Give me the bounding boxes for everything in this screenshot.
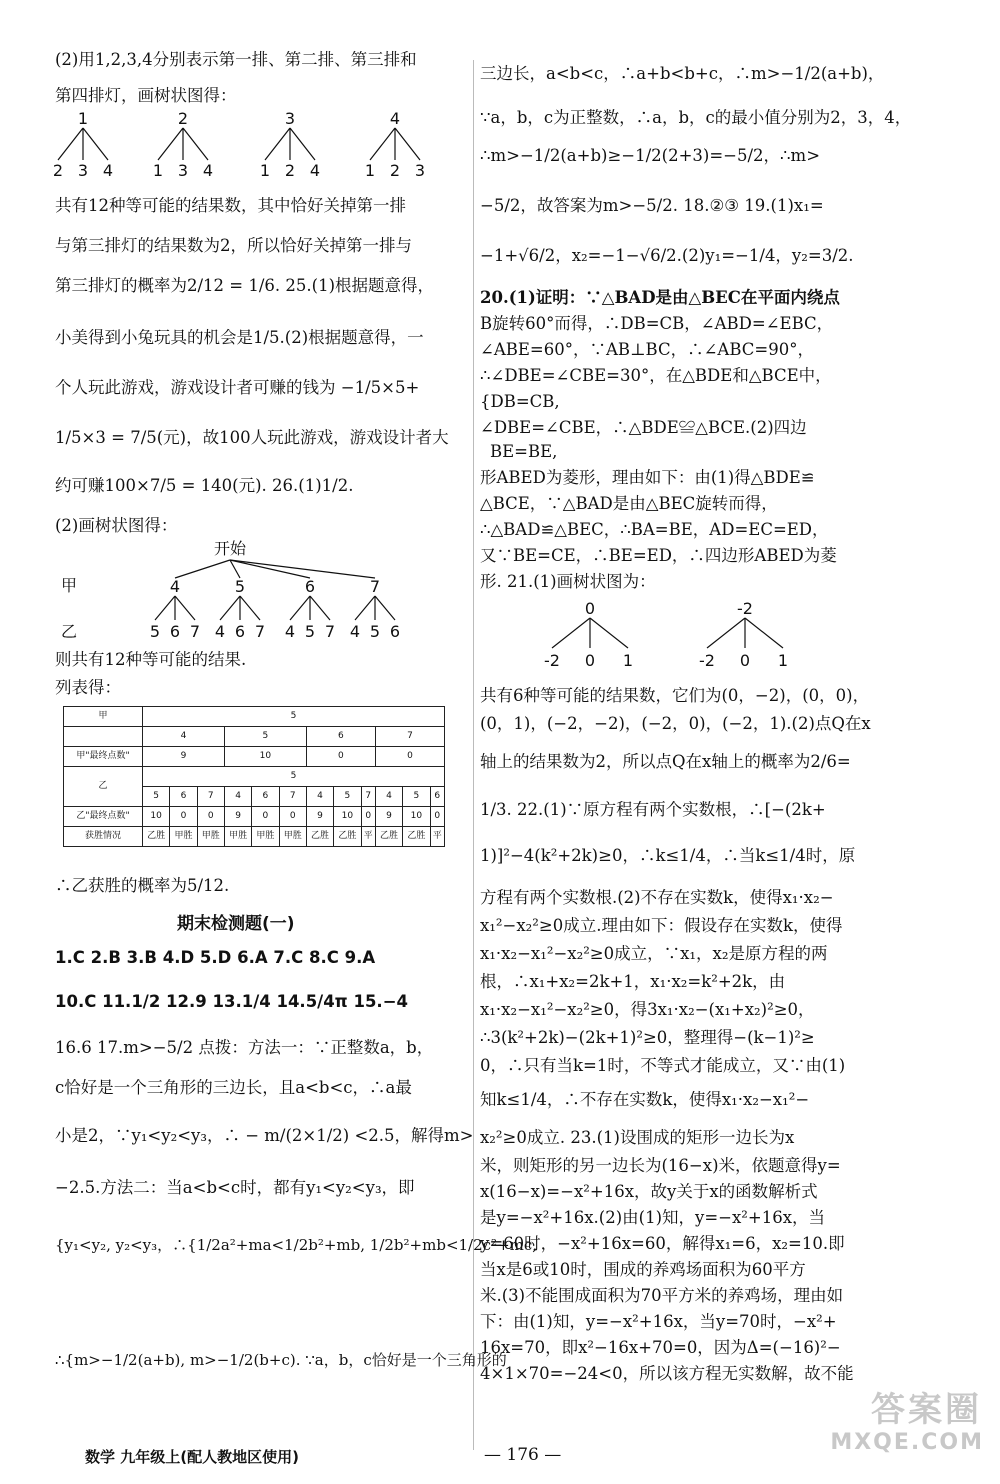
table-cell: 7 [361, 787, 375, 807]
tree-leaf-label: 1 [777, 651, 789, 670]
tree-leaf-label: 4 [214, 622, 226, 641]
tree-branch [183, 128, 208, 160]
text-line: (2)用1,2,3,4分别表示第一排、第二排、第三排和 [55, 50, 417, 69]
text-line: 是y=−x²+16x.(2)由(1)知，y=−x²+16x，当 [480, 1208, 826, 1227]
tree-leaf-label: 3 [414, 161, 426, 180]
tree-leaf-label: 4 [349, 622, 361, 641]
table-cell: 甲胜 [197, 827, 224, 847]
tree-leaf-label: 5 [304, 622, 316, 641]
tree-leaf-label: 0 [584, 651, 596, 670]
table-cell: 5 [143, 767, 445, 787]
table-cell: 0 [306, 747, 375, 767]
tree-label-b: 乙 [60, 622, 78, 641]
tree-branch [745, 618, 783, 648]
table-cell: 0 [430, 807, 445, 827]
text-line: 1)]²−4(k²+2k)≥0，∴k≤1/4，∴当k≤1/4时，原 [480, 846, 856, 865]
table-cell: 6 [170, 787, 197, 807]
text-line: 20.(1)证明：∵△BAD是由△BEC在平面内绕点 [480, 288, 840, 307]
text-line: △BCE，∵△BAD是由△BEC旋转而得， [480, 494, 778, 513]
answer-line: {y₁<y₂, y₂<y₃，∴{1/2a²+ma<1/2b²+mb, 1/2b²+mb<1/2c²+mc, [55, 1236, 538, 1254]
tree-leaf-label: 7 [324, 622, 336, 641]
table-cell: 5 [334, 787, 361, 807]
tree-node-label: 7 [369, 577, 381, 596]
tree-node-label: 4 [169, 577, 181, 596]
text-line: 小美得到小兔玩具的机会是1/5.(2)根据题意得，一 [55, 328, 424, 347]
text-line: BE=BE, [490, 442, 558, 461]
table-cell: 4 [375, 787, 402, 807]
tree-label-a: 甲 [60, 576, 78, 595]
tree-diagram-lamps [50, 110, 470, 180]
tree-branch [355, 596, 375, 620]
section-title: 期末检测题(一) [177, 914, 295, 934]
tree-branch [155, 596, 175, 620]
tree-branch [370, 128, 395, 160]
text-line: 1/5×3 = 7/5(元)，故100人玩此游戏，游戏设计者大 [55, 428, 449, 447]
tree-branch [707, 618, 745, 648]
text-line: (2)画树状图得： [55, 516, 178, 535]
tree-branch [58, 128, 83, 160]
table-cell: 6 [252, 787, 279, 807]
text-line: {DB=CB, [480, 392, 560, 411]
table-cell: 7 [279, 787, 306, 807]
table-cell: 甲胜 [279, 827, 306, 847]
tree-diagram-game [55, 538, 415, 643]
tree-branch [310, 596, 330, 620]
answer-line: c恰好是一个三角形的三边长，且a<b<c，∴a最 [55, 1078, 412, 1097]
tree-leaf-label: 4 [102, 161, 114, 180]
tree-root-label: -2 [737, 600, 753, 618]
tree-branch [590, 618, 628, 648]
table-cell: 9 [306, 807, 333, 827]
tree-leaf-label: 6 [169, 622, 181, 641]
tree-leaf-label: 3 [177, 161, 189, 180]
text-line: 当x是6或10时，围成的养鸡场面积为60平方 [480, 1260, 806, 1279]
text-line: 下：由(1)知，y=−x²+16x，当y=70时，−x²+ [480, 1312, 837, 1331]
text-line: −1+√6/2，x₂=−1−√6/2.(2)y₁=−1/4，y₂=3/2. [480, 246, 854, 265]
tree-diagram-points [520, 600, 840, 672]
table-cell: 9 [375, 807, 402, 827]
tree-leaf-label: 5 [149, 622, 161, 641]
tree-leaf-label: 0 [739, 651, 751, 670]
text-line: 轴上的结果数为2，所以点Q在x轴上的概率为2/6= [480, 752, 851, 771]
text-line: 形ABED为菱形，理由如下：由(1)得△BDE≌ [480, 468, 815, 487]
text-line: ∠DBE=∠CBE，∴△BDE≌△BCE.(2)四边 [480, 418, 807, 437]
text-line: 米，则矩形的另一边长为(16−x)米，依题意得y= [480, 1156, 841, 1175]
tree-branch [395, 128, 420, 160]
table-cell: 9 [224, 807, 251, 827]
text-line: 共有12种等可能的结果数，其中恰好关掉第一排 [55, 196, 406, 215]
tree-root-label: 3 [284, 110, 296, 128]
table-cell: 10 [334, 807, 361, 827]
tree-branch [83, 128, 108, 160]
tree-leaf-label: 7 [189, 622, 201, 641]
tree-leaf-label: -2 [544, 651, 560, 670]
tree-root-label: 4 [389, 110, 401, 128]
tree-leaf-label: 5 [369, 622, 381, 641]
tree-leaf-label: 6 [389, 622, 401, 641]
tree-branch [290, 128, 315, 160]
tree-leaf-label: 2 [389, 161, 401, 180]
text-line: y=60时，−x²+16x=60，解得x₁=6，x₂=10.即 [480, 1234, 845, 1253]
text-line: 与第三排灯的结果数为2，所以恰好关掉第一排与 [55, 236, 412, 255]
text-line: 16x=70，即x²−16x+70=0，因为Δ=(−16)²− [480, 1338, 841, 1357]
watermark-url: MXQE.COM [830, 1430, 984, 1455]
table-cell: 4 [306, 787, 333, 807]
text-line: x₂²≥0成立. 23.(1)设围成的矩形一边长为x [480, 1128, 795, 1147]
table-cell: 乙胜 [403, 827, 430, 847]
table-cell: 6 [430, 787, 445, 807]
tree-root-label: 2 [177, 110, 189, 128]
tree-branch [230, 560, 240, 578]
tree-node-label: 6 [304, 577, 316, 596]
text-line: 根，∴x₁+x₂=2k+1，x₁·x₂=k²+2k，由 [480, 972, 786, 991]
table-cell: 甲 [64, 707, 143, 727]
tree-leaf-label: 1 [152, 161, 164, 180]
tree-root-label: 1 [77, 110, 89, 128]
table-cell: 0 [170, 807, 197, 827]
table-cell: 0 [252, 807, 279, 827]
table-cell: 10 [224, 747, 306, 767]
table-cell: 0 [375, 747, 444, 767]
table-cell: 0 [279, 807, 306, 827]
tree-leaf-label: 1 [364, 161, 376, 180]
text-line: ∴△BAD≌△BEC，∴BA=BE，AD=EC=ED， [480, 520, 829, 539]
answer-line: −2.5.方法二：当a<b<c时，都有y₁<y₂<y₃，即 [55, 1178, 415, 1197]
text-line: 米.(3)不能围成面积为70平方米的养鸡场，理由如 [480, 1286, 844, 1305]
tree-leaf-label: 4 [284, 622, 296, 641]
tree-branch [175, 596, 195, 620]
text-line: 1/3. 22.(1)∵原方程有两个实数根，∴[−(2k+ [480, 800, 826, 819]
text-line: 共有6种等可能的结果数，它们为(0，−2)，(0，0)， [480, 686, 870, 705]
text-line: ∴m>−1/2(a+b)≥−1/2(2+3)=−5/2，∴m> [480, 146, 821, 165]
table-cell: 乙"最终点数" [64, 807, 143, 827]
tree-points-svg [520, 600, 840, 672]
tree-branch [230, 560, 375, 578]
result-table [63, 706, 445, 847]
table-cell: 5 [403, 787, 430, 807]
table-cell: 0 [361, 807, 375, 827]
answer-line: 16.6 17.m>−5/2 点拨：方法一：∵正整数a，b， [55, 1038, 434, 1057]
tree-leaf-label: -2 [699, 651, 715, 670]
page-footer: 数学 九年级上(配人教地区使用) [85, 1448, 299, 1466]
tree-leaf-label: 1 [259, 161, 271, 180]
text-line: −5/2，故答案为m>−5/2. 18.②③ 19.(1)x₁= [480, 196, 824, 215]
table-cell: 乙胜 [143, 827, 170, 847]
tree-lamps-svg [50, 110, 470, 180]
table-cell: 乙胜 [375, 827, 402, 847]
table-cell: 获胜情况 [64, 827, 143, 847]
table-cell: 7 [375, 727, 444, 747]
tree-node-label: 5 [234, 577, 246, 596]
watermark-logo: 答案圈 [871, 1390, 982, 1430]
table-cell: 甲胜 [252, 827, 279, 847]
table-cell: 4 [143, 727, 225, 747]
tree-leaf-label: 1 [622, 651, 634, 670]
answer-line: 1.C 2.B 3.B 4.D 5.D 6.A 7.C 8.C 9.A [55, 948, 376, 967]
tree-game-svg [55, 538, 415, 643]
text-line: B旋转60°而得，∴DB=CB，∠ABD=∠EBC， [480, 314, 834, 333]
table-cell: 9 [143, 747, 225, 767]
tree-start-label: 开始 [213, 539, 247, 558]
text-line: 列表得： [55, 678, 121, 697]
text-line: 方程有两个实数根.(2)不存在实数k，使得x₁·x₂− [480, 888, 834, 907]
tree-branch [552, 618, 590, 648]
table-cell: 5 [143, 787, 170, 807]
tree-leaf-label: 4 [309, 161, 321, 180]
text-line: 个人玩此游戏，游戏设计者可赚的钱为 −1/5×5+ [55, 378, 420, 397]
table-cell: 平 [430, 827, 445, 847]
tree-branch [265, 128, 290, 160]
table-cell: 4 [224, 787, 251, 807]
tree-branch [175, 560, 230, 578]
tree-branch [375, 596, 395, 620]
answer-line: 小是2，∵y₁<y₂<y₃，∴ − m/(2×1/2) <2.5，解得m> [55, 1126, 474, 1145]
text-line: 三边长，a<b<c，∴a+b<b+c，∴m>−1/2(a+b)， [480, 64, 885, 83]
text-line: ∴3(k²+2k)−(2k+1)²≥0，整理得−(k−1)²≥ [480, 1028, 815, 1047]
text-line: 0，∴只有当k=1时，不等式才能成立，又∵由(1) [480, 1056, 846, 1075]
text-line: 知k≤1/4，∴不存在实数k，使得x₁·x₂−x₁²− [480, 1090, 810, 1109]
page-number: — 176 — [484, 1445, 562, 1465]
table-cell: 乙胜 [334, 827, 361, 847]
tree-branch [290, 596, 310, 620]
table-cell: 6 [306, 727, 375, 747]
tree-leaf-label: 4 [202, 161, 214, 180]
table-cell: 10 [143, 807, 170, 827]
table-cell: 甲胜 [170, 827, 197, 847]
table-cell: 甲"最终点数" [64, 747, 143, 767]
text-line: x₁·x₂−x₁²−x₂²≥0，得3x₁·x₂−(x₁+x₂)²≥0， [480, 1000, 815, 1019]
table-cell: 0 [197, 807, 224, 827]
table-cell: 甲胜 [224, 827, 251, 847]
text-line: x₁·x₂−x₁²−x₂²≥0成立，∵x₁，x₂是原方程的两 [480, 944, 828, 963]
answer-line: 10.C 11.1/2 12.9 13.1/4 14.5/4π 15.−4 [55, 992, 409, 1011]
tree-branch [220, 596, 240, 620]
table-cell: 7 [197, 787, 224, 807]
tree-root-label: 0 [584, 600, 596, 618]
table-cell: 平 [361, 827, 375, 847]
tree-branch [158, 128, 183, 160]
table-cell: 乙 [64, 767, 143, 807]
tree-leaf-label: 6 [234, 622, 246, 641]
table-cell: 5 [224, 727, 306, 747]
tree-leaf-label: 2 [52, 161, 64, 180]
table-cell: 乙胜 [306, 827, 333, 847]
tree-leaf-label: 3 [77, 161, 89, 180]
text-line: x(16−x)=−x²+16x，故y关于x的函数解析式 [480, 1182, 818, 1201]
tree-branch [240, 596, 260, 620]
tree-leaf-label: 2 [284, 161, 296, 180]
text-line: 第三排灯的概率为2/12 = 1/6. 25.(1)根据题意得， [55, 276, 435, 295]
text-line: ∴乙获胜的概率为5/12. [55, 876, 230, 895]
text-line: 又∵BE=CE，∴BE=ED，∴四边形ABED为菱 [480, 546, 837, 565]
text-line: 第四排灯，画树状图得： [55, 86, 237, 105]
text-line: ∴∠DBE=∠CBE=30°，在△BDE和△BCE中， [480, 366, 832, 385]
text-line: (0，1)，(−2，−2)，(−2，0)，(−2，1).(2)点Q在x [480, 714, 871, 733]
text-line: ∵a，b，c为正整数，∴a，b，c的最小值分别为2，3，4， [480, 108, 912, 127]
text-line: 形. 21.(1)画树状图为： [480, 572, 656, 591]
table-cell: 10 [403, 807, 430, 827]
text-line: 则共有12种等可能的结果. [55, 650, 247, 669]
text-line: ∠ABE=60°，∵AB⊥BC，∴∠ABC=90°， [480, 340, 814, 359]
table-cell: 5 [143, 707, 445, 727]
answer-line: ∴{m>−1/2(a+b), m>−1/2(b+c). ∵a，b，c恰好是一个三角形的 [55, 1351, 507, 1369]
text-line: x₁²−x₂²≥0成立.理由如下：假设存在实数k，使得 [480, 916, 843, 935]
tree-leaf-label: 7 [254, 622, 266, 641]
text-line: 约可赚100×7/5 = 140(元). 26.(1)1/2. [55, 476, 354, 495]
text-line: 4×1×70=−24<0，所以该方程无实数解，故不能 [480, 1364, 854, 1383]
